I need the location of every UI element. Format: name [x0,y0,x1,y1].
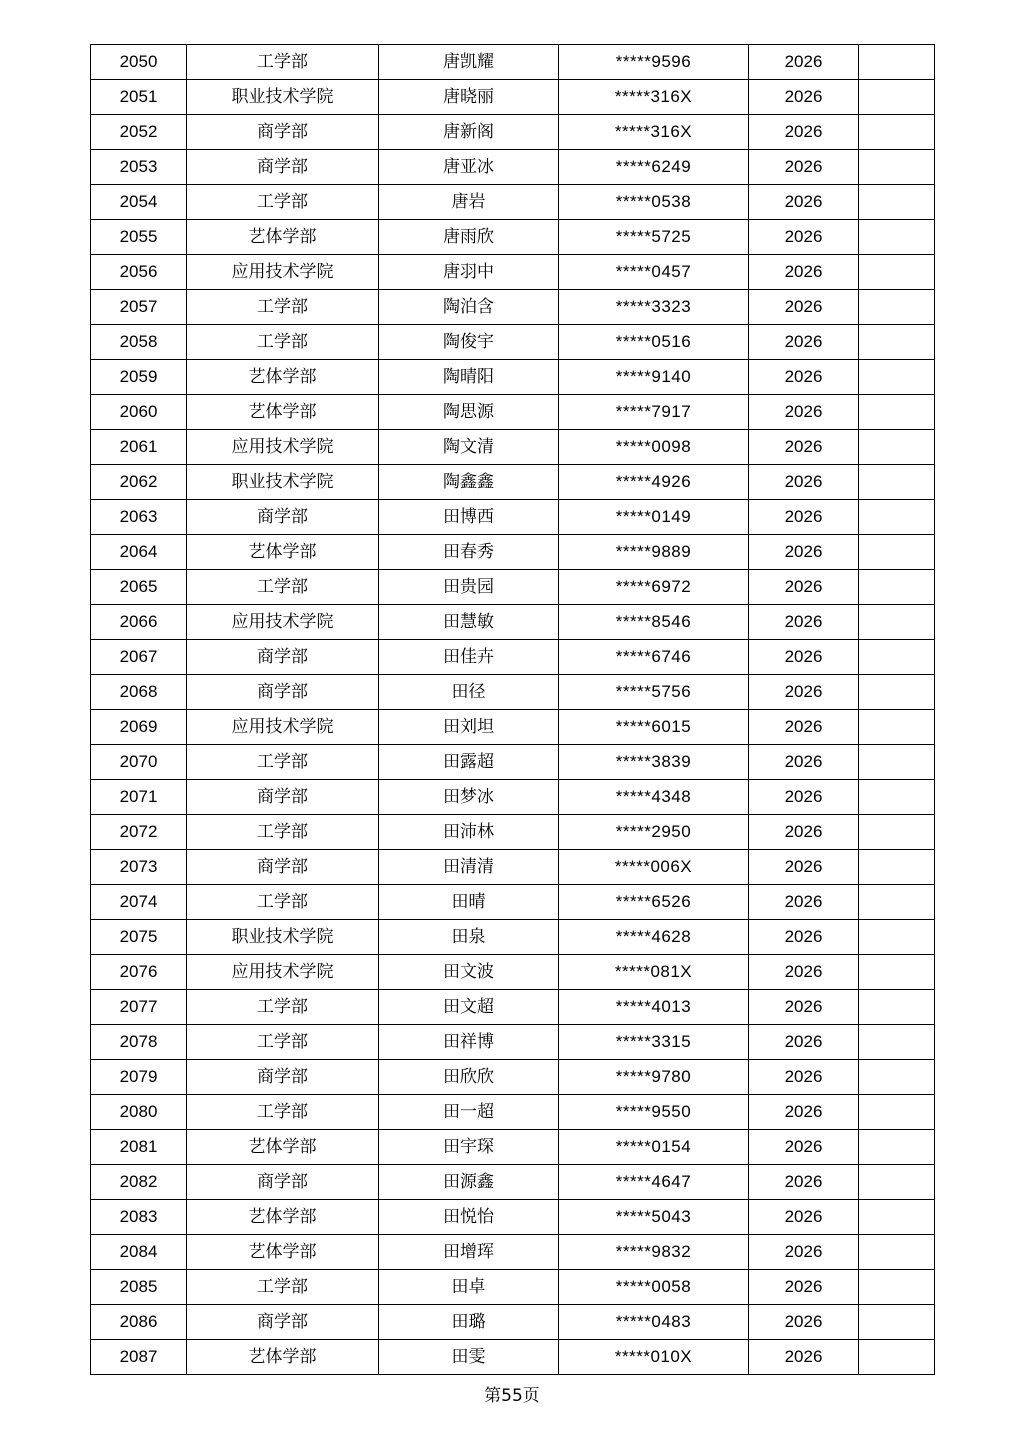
row-index-cell: 2056 [91,255,187,290]
row-index-cell: 2054 [91,185,187,220]
note-cell [859,325,935,360]
department-cell: 工学部 [187,570,379,605]
note-cell [859,745,935,780]
student-name-cell: 田源鑫 [379,1165,559,1200]
student-name-cell: 田文超 [379,990,559,1025]
id-number-cell: *****4348 [559,780,749,815]
department-cell: 应用技术学院 [187,430,379,465]
roster-table [90,44,935,1375]
year-cell: 2026 [749,1060,859,1095]
year-cell: 2026 [749,640,859,675]
note-cell [859,1165,935,1200]
student-name-cell: 田贵园 [379,570,559,605]
student-name-cell: 唐新阁 [379,115,559,150]
row-index-cell: 2061 [91,430,187,465]
table-row [91,395,935,430]
department-cell: 艺体学部 [187,395,379,430]
id-number-cell: *****0154 [559,1130,749,1165]
student-name-cell: 田春秀 [379,535,559,570]
row-index-cell: 2053 [91,150,187,185]
student-name-cell: 田悦怡 [379,1200,559,1235]
department-cell: 应用技术学院 [187,710,379,745]
id-number-cell: *****9780 [559,1060,749,1095]
year-cell: 2026 [749,710,859,745]
student-name-cell: 陶晴阳 [379,360,559,395]
student-name-cell: 田沛林 [379,815,559,850]
id-number-cell: *****0098 [559,430,749,465]
row-index-cell: 2055 [91,220,187,255]
student-name-cell: 唐凯耀 [379,45,559,80]
year-cell: 2026 [749,325,859,360]
student-name-cell: 田祥博 [379,1025,559,1060]
student-name-cell: 田梦冰 [379,780,559,815]
table-row [91,185,935,220]
year-cell: 2026 [749,80,859,115]
year-cell: 2026 [749,360,859,395]
year-cell: 2026 [749,605,859,640]
department-cell: 工学部 [187,290,379,325]
row-index-cell: 2083 [91,1200,187,1235]
note-cell [859,1270,935,1305]
department-cell: 艺体学部 [187,360,379,395]
row-index-cell: 2084 [91,1235,187,1270]
table-row [91,920,935,955]
student-name-cell: 唐羽中 [379,255,559,290]
student-name-cell: 陶俊宇 [379,325,559,360]
year-cell: 2026 [749,920,859,955]
year-cell: 2026 [749,150,859,185]
note-cell [859,395,935,430]
department-cell: 商学部 [187,1305,379,1340]
table-row [91,1270,935,1305]
year-cell: 2026 [749,430,859,465]
year-cell: 2026 [749,570,859,605]
student-name-cell: 唐岩 [379,185,559,220]
department-cell: 商学部 [187,850,379,885]
year-cell: 2026 [749,885,859,920]
student-name-cell: 田欣欣 [379,1060,559,1095]
year-cell: 2026 [749,745,859,780]
note-cell [859,990,935,1025]
id-number-cell: *****5756 [559,675,749,710]
department-cell: 工学部 [187,45,379,80]
note-cell [859,535,935,570]
row-index-cell: 2085 [91,1270,187,1305]
row-index-cell: 2078 [91,1025,187,1060]
note-cell [859,1060,935,1095]
id-number-cell: *****4926 [559,465,749,500]
note-cell [859,465,935,500]
note-cell [859,710,935,745]
department-cell: 工学部 [187,1270,379,1305]
table-row [91,255,935,290]
row-index-cell: 2058 [91,325,187,360]
id-number-cell: *****6746 [559,640,749,675]
note-cell [859,500,935,535]
year-cell: 2026 [749,1025,859,1060]
id-number-cell: *****4647 [559,1165,749,1200]
note-cell [859,80,935,115]
table-row [91,430,935,465]
id-number-cell: *****7917 [559,395,749,430]
student-name-cell: 田晴 [379,885,559,920]
id-number-cell: *****9140 [559,360,749,395]
id-number-cell: *****316X [559,115,749,150]
department-cell: 应用技术学院 [187,255,379,290]
note-cell [859,920,935,955]
id-number-cell: *****3315 [559,1025,749,1060]
student-name-cell: 田径 [379,675,559,710]
table-row [91,1060,935,1095]
department-cell: 商学部 [187,115,379,150]
table-row [91,745,935,780]
id-number-cell: *****006X [559,850,749,885]
year-cell: 2026 [749,255,859,290]
student-name-cell: 田文波 [379,955,559,990]
id-number-cell: *****9889 [559,535,749,570]
year-cell: 2026 [749,1235,859,1270]
id-number-cell: *****316X [559,80,749,115]
year-cell: 2026 [749,1340,859,1375]
department-cell: 职业技术学院 [187,465,379,500]
department-cell: 工学部 [187,990,379,1025]
row-index-cell: 2057 [91,290,187,325]
table-row [91,1095,935,1130]
year-cell: 2026 [749,990,859,1025]
id-number-cell: *****0457 [559,255,749,290]
row-index-cell: 2074 [91,885,187,920]
row-index-cell: 2068 [91,675,187,710]
year-cell: 2026 [749,535,859,570]
year-cell: 2026 [749,1200,859,1235]
student-name-cell: 田一超 [379,1095,559,1130]
note-cell [859,885,935,920]
student-name-cell: 田佳卉 [379,640,559,675]
note-cell [859,115,935,150]
id-number-cell: *****9596 [559,45,749,80]
year-cell: 2026 [749,185,859,220]
year-cell: 2026 [749,1130,859,1165]
id-number-cell: *****0538 [559,185,749,220]
student-name-cell: 唐亚冰 [379,150,559,185]
row-index-cell: 2062 [91,465,187,500]
note-cell [859,1095,935,1130]
table-row [91,150,935,185]
student-name-cell: 陶鑫鑫 [379,465,559,500]
id-number-cell: *****3323 [559,290,749,325]
year-cell: 2026 [749,115,859,150]
id-number-cell: *****6972 [559,570,749,605]
note-cell [859,290,935,325]
table-row [91,115,935,150]
row-index-cell: 2050 [91,45,187,80]
note-cell [859,1340,935,1375]
department-cell: 艺体学部 [187,1235,379,1270]
table-row [91,955,935,990]
row-index-cell: 2067 [91,640,187,675]
student-name-cell: 唐雨欣 [379,220,559,255]
table-row [91,290,935,325]
note-cell [859,850,935,885]
note-cell [859,1235,935,1270]
department-cell: 商学部 [187,675,379,710]
row-index-cell: 2086 [91,1305,187,1340]
row-index-cell: 2073 [91,850,187,885]
table-row [91,605,935,640]
department-cell: 工学部 [187,1095,379,1130]
row-index-cell: 2060 [91,395,187,430]
student-name-cell: 田露超 [379,745,559,780]
id-number-cell: *****5043 [559,1200,749,1235]
table-row [91,640,935,675]
table-row [91,465,935,500]
student-name-cell: 田增珲 [379,1235,559,1270]
page-footer: 第55页 [484,1386,540,1406]
row-index-cell: 2087 [91,1340,187,1375]
row-index-cell: 2059 [91,360,187,395]
year-cell: 2026 [749,780,859,815]
id-number-cell: *****081X [559,955,749,990]
department-cell: 工学部 [187,815,379,850]
table-row [91,1340,935,1375]
student-name-cell: 陶思源 [379,395,559,430]
table-row [91,535,935,570]
row-index-cell: 2080 [91,1095,187,1130]
table-row [91,325,935,360]
year-cell: 2026 [749,1095,859,1130]
id-number-cell: *****8546 [559,605,749,640]
year-cell: 2026 [749,395,859,430]
note-cell [859,640,935,675]
note-cell [859,255,935,290]
student-name-cell: 田宇琛 [379,1130,559,1165]
table-row [91,675,935,710]
student-name-cell: 田卓 [379,1270,559,1305]
id-number-cell: *****4013 [559,990,749,1025]
row-index-cell: 2076 [91,955,187,990]
id-number-cell: *****0149 [559,500,749,535]
row-index-cell: 2052 [91,115,187,150]
note-cell [859,675,935,710]
id-number-cell: *****4628 [559,920,749,955]
student-name-cell: 田雯 [379,1340,559,1375]
note-cell [859,1130,935,1165]
note-cell [859,1025,935,1060]
row-index-cell: 2069 [91,710,187,745]
department-cell: 艺体学部 [187,1340,379,1375]
note-cell [859,780,935,815]
department-cell: 商学部 [187,1165,379,1200]
id-number-cell: *****9550 [559,1095,749,1130]
note-cell [859,815,935,850]
department-cell: 艺体学部 [187,1130,379,1165]
id-number-cell: *****010X [559,1340,749,1375]
row-index-cell: 2082 [91,1165,187,1200]
year-cell: 2026 [749,500,859,535]
department-cell: 工学部 [187,1025,379,1060]
department-cell: 商学部 [187,150,379,185]
row-index-cell: 2063 [91,500,187,535]
student-name-cell: 田璐 [379,1305,559,1340]
table-row [91,1200,935,1235]
row-index-cell: 2081 [91,1130,187,1165]
year-cell: 2026 [749,850,859,885]
department-cell: 应用技术学院 [187,605,379,640]
department-cell: 职业技术学院 [187,80,379,115]
table-row [91,1165,935,1200]
department-cell: 艺体学部 [187,220,379,255]
table-row [91,710,935,745]
table-row [91,360,935,395]
department-cell: 商学部 [187,1060,379,1095]
table-row [91,570,935,605]
department-cell: 工学部 [187,325,379,360]
department-cell: 商学部 [187,780,379,815]
student-name-cell: 田清清 [379,850,559,885]
year-cell: 2026 [749,815,859,850]
note-cell [859,185,935,220]
row-index-cell: 2070 [91,745,187,780]
department-cell: 艺体学部 [187,1200,379,1235]
note-cell [859,150,935,185]
row-index-cell: 2051 [91,80,187,115]
row-index-cell: 2075 [91,920,187,955]
note-cell [859,360,935,395]
note-cell [859,570,935,605]
note-cell [859,955,935,990]
student-name-cell: 唐晓丽 [379,80,559,115]
table-row [91,45,935,80]
table-row [91,1025,935,1060]
id-number-cell: *****5725 [559,220,749,255]
table-row [91,990,935,1025]
year-cell: 2026 [749,1305,859,1340]
year-cell: 2026 [749,220,859,255]
id-number-cell: *****0483 [559,1305,749,1340]
table-row [91,220,935,255]
row-index-cell: 2079 [91,1060,187,1095]
department-cell: 应用技术学院 [187,955,379,990]
id-number-cell: *****0516 [559,325,749,360]
year-cell: 2026 [749,45,859,80]
id-number-cell: *****6015 [559,710,749,745]
row-index-cell: 2072 [91,815,187,850]
department-cell: 工学部 [187,745,379,780]
id-number-cell: *****0058 [559,1270,749,1305]
id-number-cell: *****6526 [559,885,749,920]
department-cell: 工学部 [187,185,379,220]
note-cell [859,45,935,80]
table-row [91,80,935,115]
student-name-cell: 田博西 [379,500,559,535]
student-name-cell: 田慧敏 [379,605,559,640]
department-cell: 工学部 [187,885,379,920]
year-cell: 2026 [749,675,859,710]
note-cell [859,1200,935,1235]
department-cell: 商学部 [187,500,379,535]
student-name-cell: 陶文清 [379,430,559,465]
row-index-cell: 2071 [91,780,187,815]
table-row [91,815,935,850]
department-cell: 职业技术学院 [187,920,379,955]
student-name-cell: 陶泊含 [379,290,559,325]
student-name-cell: 田刘坦 [379,710,559,745]
note-cell [859,1305,935,1340]
year-cell: 2026 [749,955,859,990]
table-row [91,1235,935,1270]
note-cell [859,430,935,465]
table-row [91,1305,935,1340]
department-cell: 艺体学部 [187,535,379,570]
note-cell [859,220,935,255]
department-cell: 商学部 [187,640,379,675]
note-cell [859,605,935,640]
id-number-cell: *****9832 [559,1235,749,1270]
id-number-cell: *****2950 [559,815,749,850]
id-number-cell: *****6249 [559,150,749,185]
student-name-cell: 田泉 [379,920,559,955]
row-index-cell: 2064 [91,535,187,570]
year-cell: 2026 [749,1165,859,1200]
table-row [91,500,935,535]
year-cell: 2026 [749,465,859,500]
table-row [91,780,935,815]
table-row [91,1130,935,1165]
year-cell: 2026 [749,290,859,325]
id-number-cell: *****3839 [559,745,749,780]
table-row [91,885,935,920]
row-index-cell: 2077 [91,990,187,1025]
row-index-cell: 2066 [91,605,187,640]
year-cell: 2026 [749,1270,859,1305]
table-row [91,850,935,885]
row-index-cell: 2065 [91,570,187,605]
